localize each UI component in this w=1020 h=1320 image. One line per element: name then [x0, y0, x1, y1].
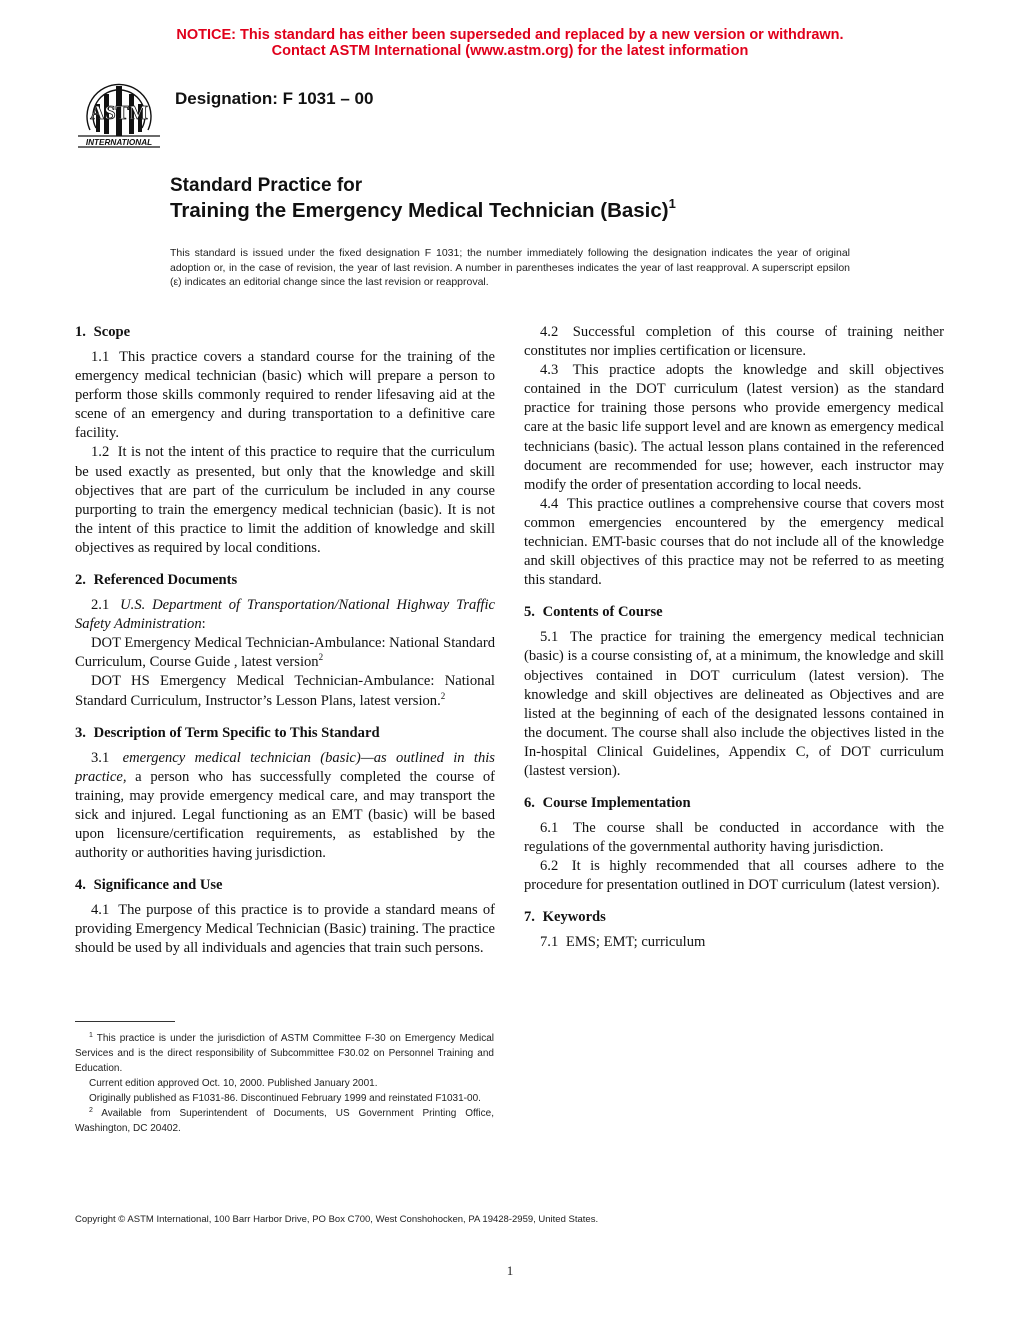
paragraph-6-2: 6.2 It is highly recommended that all courses adhere to the procedure for presentation outlined in DOT curriculum (latest version). — [524, 858, 944, 894]
paragraph-4-1: 4.1 The purpose of this practice is to provide a standard means of providing Emergency Medical Technician (Basic) training. The practice should be used by all individuals and agencies that train such persons. — [75, 902, 495, 957]
issued-note: This standard is issued under the fixed designation F 1031; the number immediately following the designation indicates the year of original adoption or, in the case of revision, the year of last revision. A number in parentheses indicates the year of last reapproval. A superscript epsilon (ε) indicates an editorial change since the last revision or reapproval. — [170, 247, 850, 288]
reference-dot-lesson-plans: DOT HS Emergency Medical Technician-Ambulance: National Standard Curriculum, Instructor’s Lesson Plans, latest version.$^2$ — [75, 673, 495, 709]
logo-wordmark: ASTM — [90, 102, 148, 124]
paragraph-4-3: 4.3 This practice adopts the knowledge and skill objectives contained in the DOT curriculum (latest version) as the standard practice for training those persons who provide emergency medical care at the basic life support level and are known as emergency medical technicians (basic). The actual lesson plans contained in the referenced document are recommended for use; however, each instructor may modify the order of presentation according to local needs. — [524, 362, 944, 493]
reference-dot-course-guide: DOT Emergency Medical Technician-Ambulance: National Standard Curriculum, Course Guide , latest version$^2$ — [75, 635, 495, 671]
section-heading-contents: 5. Contents of Course — [524, 604, 663, 621]
footnote-1: $^1$ This practice is under the jurisdiction of ASTM Committee F-30 on Emergency Medical Services and is the direct responsibility of Subcommittee F30.02 on Personnel Training and Education. — [75, 1032, 494, 1074]
notice-line-2: Contact ASTM International (www.astm.org) for the latest information — [271, 43, 749, 59]
footnote-2: $^2$ Available from Superintendent of Documents, US Government Printing Office, Washington, DC 20402. — [75, 1107, 494, 1134]
section-heading-significance: 4. Significance and Use — [75, 877, 223, 894]
footnote-divider — [75, 1021, 175, 1022]
page-number: 1 — [506, 1263, 514, 1278]
main-title: Training the Emergency Medical Technician (Basic) — [170, 199, 669, 222]
paragraph-2-1: 2.1 U.S. Department of Transportation/National Highway Traffic Safety Administration: — [75, 597, 495, 633]
section-heading-term: 3. Description of Term Specific to This Standard — [75, 724, 380, 741]
paragraph-3-1: 3.1 emergency medical technician (basic)—as outlined in this practice, a person who has successfully completed the course of training, may provide emergency medical care, and may transport the sick and injured. Legal functioning as an EMT (basic) will be based upon licensure/certification requirements, as established by the authority or authorities having jurisdiction. — [75, 749, 495, 862]
right-column — [524, 323, 944, 953]
designation: Designation: F 1031 – 00 — [175, 89, 374, 108]
section-heading-scope: 1. Scope — [75, 324, 131, 340]
title-line-1: Standard Practice for — [170, 175, 363, 196]
section-heading-keywords: 7. Keywords — [524, 909, 606, 926]
logo-subtitle: INTERNATIONAL — [85, 138, 153, 147]
footnote-1-history: Originally published as F1031-86. Discontinued February 1999 and reinstated F1031-00. — [89, 1093, 481, 1104]
section-heading-implementation: 6. Course Implementation — [524, 795, 691, 812]
footnote-1-approval: Current edition approved Oct. 10, 2000. Published January 2001. — [89, 1078, 378, 1089]
footnotes — [75, 1031, 494, 1136]
paragraph-1-2: 1.2 It is not the intent of this practice to require that the curriculum be used exactly as presented, but only that the knowledge and skill objectives that are part of the curriculum be included in any course purporting to train the emergency medical technician (basic). It is not the intent of this practice to limit the addition of knowledge and skill objectives as required by local conditions. — [75, 444, 495, 556]
title-footnote-ref: 1 — [668, 196, 676, 211]
title-line-2 — [170, 197, 676, 225]
paragraph-4-4: 4.4 This practice outlines a comprehensive course that covers most common emergencies encountered by the emergency medical technician. EMT-basic courses that do not include all of the knowledge and skill objectives of this practice may not be referred to as meeting this standard. — [524, 495, 944, 589]
left-column — [75, 323, 495, 958]
paragraph-4-2: 4.2 Successful completion of this course of training neither constitutes nor implies certification or licensure. — [524, 324, 944, 360]
paragraph-7-1: 7.1 EMS; EMT; curriculum — [540, 934, 706, 951]
copyright-line: Copyright © ASTM International, 100 Barr Harbor Drive, PO Box C700, West Conshohocken, PA 19428-2959, United States. — [75, 1214, 599, 1225]
notice-line-1: NOTICE: This standard has either been superseded and replaced by a new version or withdrawn. — [176, 27, 844, 43]
title-block — [170, 175, 676, 225]
paragraph-5-1: 5.1 The practice for training the emergency medical technician (basic) is a course consisting of, at a minimum, the knowledge and skill objectives contained in DOT curriculum (latest version). The knowledge and skill objectives are delineated as Objectives and are listed at the beginning of each of the designated lessons contained in the document. The course shall also include the objectives listed in the In-hospital Clinical Guidelines, Appendix C, of DOT curriculum (lastest version). — [524, 629, 945, 779]
withdrawal-notice — [0, 27, 1020, 59]
section-heading-referenced: 2. Referenced Documents — [75, 572, 238, 589]
astm-logo — [76, 74, 162, 152]
paragraph-1-1: 1.1 This practice covers a standard course for the training of the emergency medical technician (basic) which will prepare a person to perform those skills commonly required to render lifesaving aid at the scene of an emergency and during transportation to a definitive care facility. — [75, 349, 496, 442]
paragraph-6-1: 6.1 The course shall be conducted in accordance with the regulations of the governmental authority having jurisdiction. — [524, 820, 945, 856]
